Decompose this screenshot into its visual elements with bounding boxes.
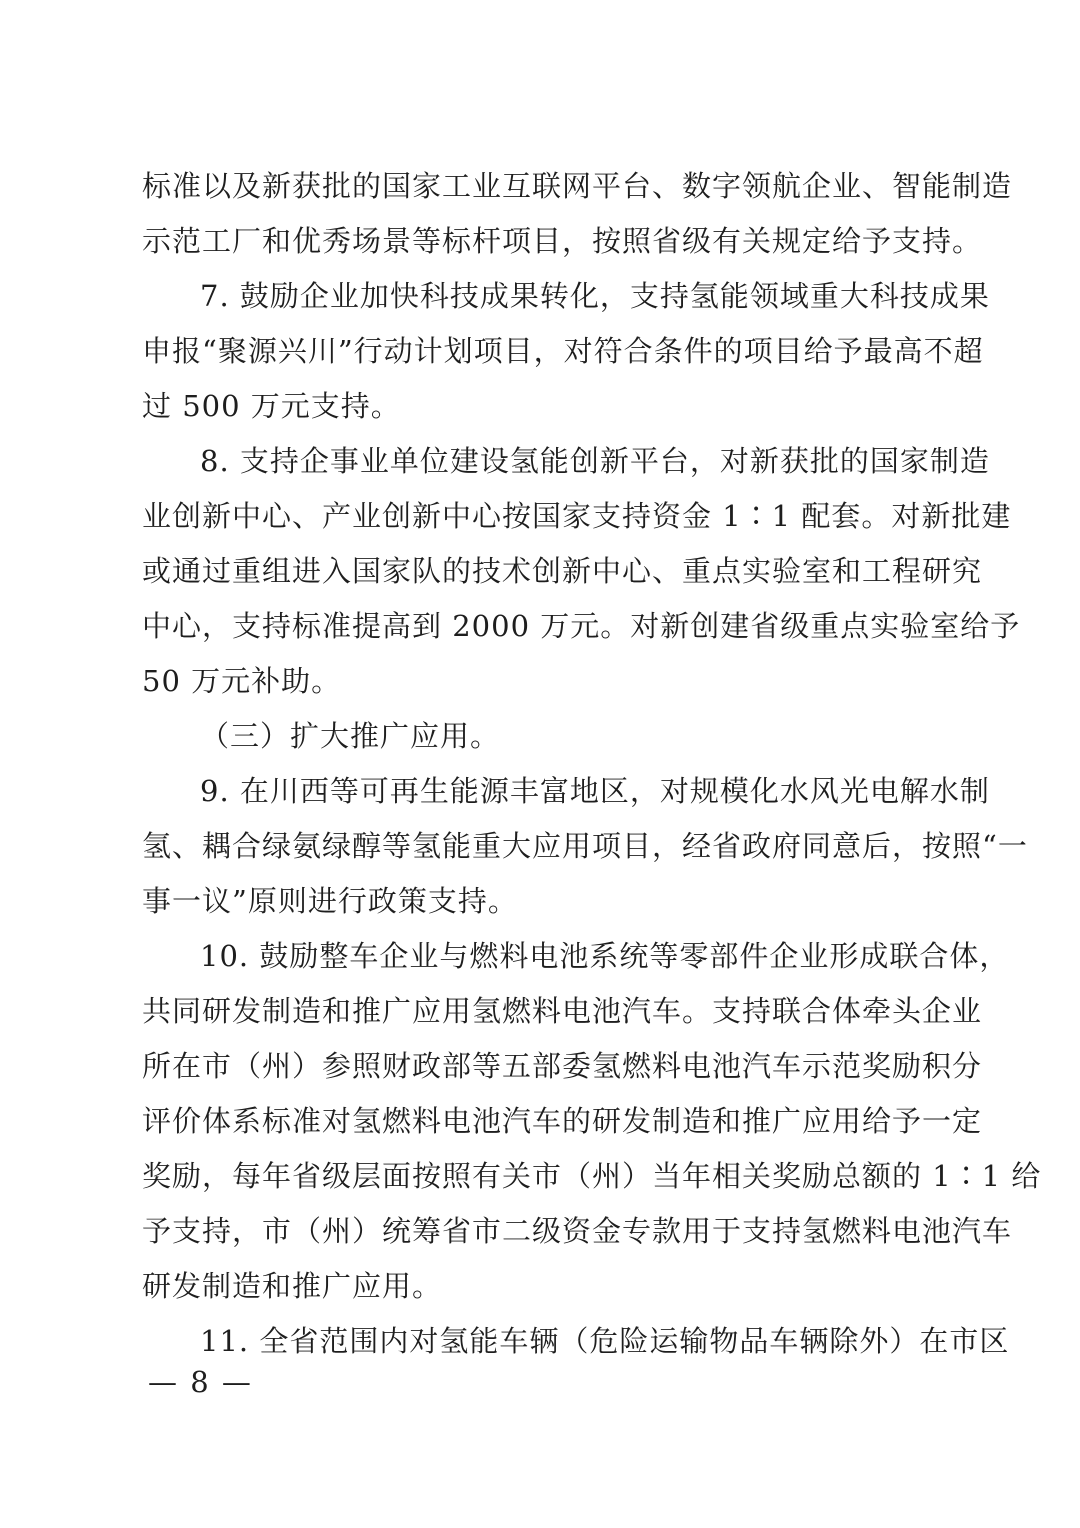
text-line-1: 标准以及新获批的国家工业互联网平台、数字领航企业、智能制造 — [142, 169, 1013, 203]
page-number: — 8 — — [148, 1365, 253, 1399]
text-line-19: 奖励，每年省级层面按照有关市（州）当年相关奖励总额的 1∶1 给 — [142, 1159, 1042, 1193]
text-line-14: 事一议”原则进行政策支持。 — [142, 884, 518, 918]
text-line-4: 申报“聚源兴川”行动计划项目，对符合条件的项目给予最高不超 — [142, 334, 984, 368]
section-heading: （三）扩大推广应用。 — [200, 719, 501, 753]
text-line-5: 过 500 万元支持。 — [142, 389, 401, 423]
text-line-17: 所在市（州）参照财政部等五部委氢燃料电池汽车示范奖励积分 — [142, 1049, 983, 1083]
text-line-9: 中心，支持标准提高到 2000 万元。对新创建省级重点实验室给予 — [142, 609, 1021, 643]
text-line-2: 示范工厂和优秀场景等标杆项目，按照省级有关规定给予支持。 — [142, 224, 983, 258]
text-line-7: 业创新中心、产业创新中心按国家支持资金 1∶1 配套。对新批建 — [142, 499, 1012, 533]
text-line-18: 评价体系标准对氢燃料电池汽车的研发制造和推广应用给予一定 — [142, 1104, 983, 1138]
text-line-10: 50 万元补助。 — [142, 664, 342, 698]
text-line-13: 氢、耦合绿氨绿醇等氢能重大应用项目，经省政府同意后，按照“一 — [142, 829, 1028, 863]
text-line-16: 共同研发制造和推广应用氢燃料电池汽车。支持联合体牵头企业 — [142, 994, 983, 1028]
text-line-8: 或通过重组进入国家队的技术创新中心、重点实验室和工程研究 — [142, 554, 983, 588]
text-line-21: 研发制造和推广应用。 — [142, 1269, 443, 1303]
text-line-12: 9. 在川西等可再生能源丰富地区，对规模化水风光电解水制 — [200, 774, 990, 808]
text-line-3: 7. 鼓励企业加快科技成果转化，支持氢能领域重大科技成果 — [200, 279, 990, 313]
text-line-6: 8. 支持企事业单位建设氢能创新平台，对新获批的国家制造 — [200, 444, 990, 478]
text-line-15: 10. 鼓励整车企业与燃料电池系统等零部件企业形成联合体， — [200, 939, 1010, 973]
text-line-22: 11. 全省范围内对氢能车辆（危险运输物品车辆除外）在市区 — [200, 1324, 1010, 1358]
text-line-20: 予支持，市（州）统筹省市二级资金专款用于支持氢燃料电池汽车 — [142, 1214, 1013, 1248]
